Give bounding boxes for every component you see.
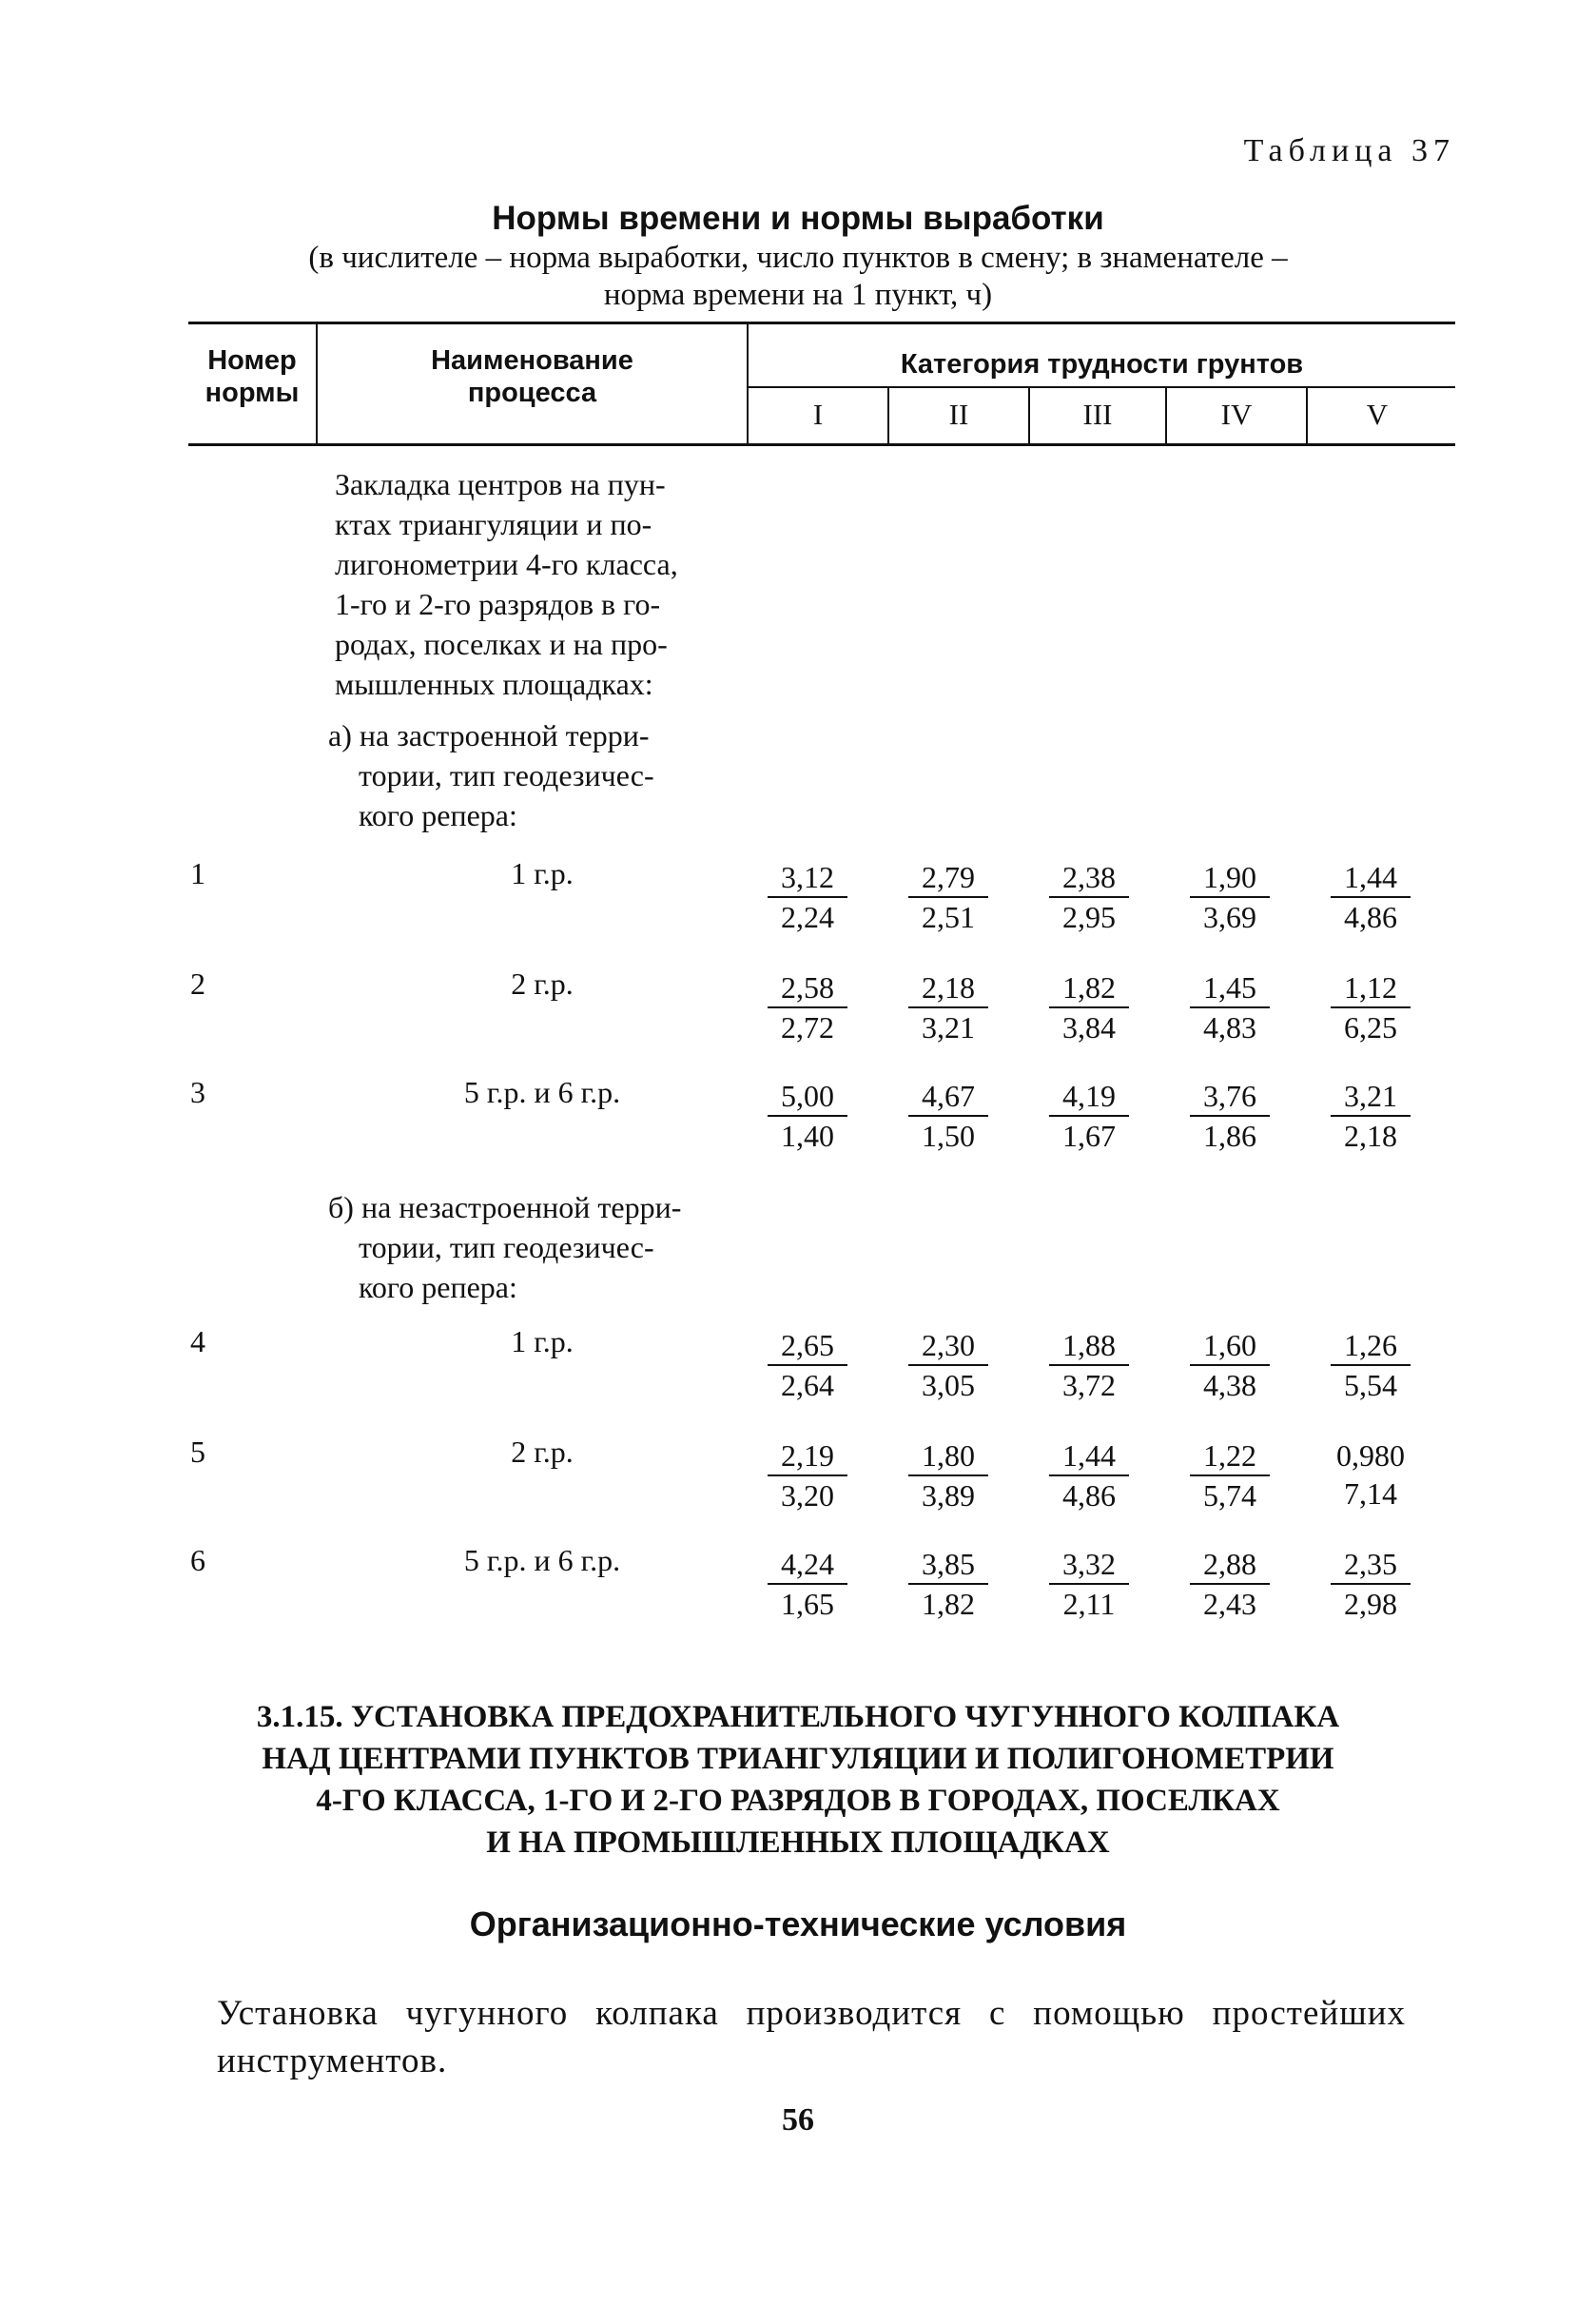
process-label: 1 г.р.: [511, 856, 574, 890]
value-cell: $\frac{1,12}{6,25}$: [1314, 968, 1428, 1046]
value-cell: $\frac{1,22}{5,74}$: [1173, 1436, 1287, 1514]
value-cell: $\frac{3,76}{1,86}$: [1173, 1077, 1287, 1155]
value-cell: $\frac{1,44}{4,86}$: [1032, 1436, 1146, 1514]
header-category: Категория трудности грунтов: [900, 349, 1304, 380]
header-process-name: Наименование процесса: [431, 345, 633, 408]
section-heading-line-2: НАД ЦЕНТРАМИ ПУНКТОВ ТРИАНГУЛЯЦИИ И ПОЛИГОНОМЕТРИИ: [262, 1742, 1334, 1776]
subheading: Организационно-технические условия: [469, 1904, 1127, 1943]
norm-number: 4: [190, 1324, 205, 1358]
roman-IV: IV: [1220, 398, 1253, 431]
value-cell: $\frac{2,30}{3,05}$: [891, 1326, 1005, 1404]
value-cell: $\frac{2,38}{2,95}$: [1032, 858, 1146, 936]
table-top-rule: [188, 322, 1455, 324]
value-cell: $\frac{2,65}{2,64}$: [750, 1326, 865, 1404]
table-subtitle-line-1: (в числителе – норма выработки, число пунктов в смену; в знаменателе –: [308, 241, 1288, 275]
value-cell: $\frac{4,67}{1,50}$: [891, 1077, 1005, 1155]
process-label: 2 г.р.: [511, 967, 574, 1001]
table-title: Нормы времени и нормы выработки: [492, 200, 1104, 237]
value-cell: $\frac{4,19}{1,67}$: [1032, 1077, 1146, 1155]
subsection-b-heading: б) на незастроенной терри- тории, тип геодезичес- кого репера:: [328, 1190, 682, 1304]
page-number: 56: [782, 2102, 814, 2138]
process-label: 2 г.р.: [511, 1435, 574, 1469]
value-cell: $\frac{2,18}{3,21}$: [891, 968, 1005, 1046]
value-cell: $\frac{1,82}{3,84}$: [1032, 968, 1146, 1046]
norm-number: 1: [190, 856, 205, 890]
value-cell: $\frac{3,85}{1,82}$: [891, 1545, 1005, 1623]
section-heading-line-1: 3.1.15. УСТАНОВКА ПРЕДОХРАНИТЕЛЬНОГО ЧУГУННОГО КОЛПАКА: [256, 1700, 1340, 1734]
value-cell: 0,980 7,14: [1336, 1438, 1405, 1511]
roman-II: II: [948, 398, 969, 431]
value-cell: $\frac{1,45}{4,83}$: [1173, 968, 1287, 1046]
process-description: Закладка центров на пун- ктах триангуляции и по- лигонометрии 4-го класса, 1-го и 2-го разрядов в го- родах, поселках и на про- мышленных площадках:: [335, 467, 678, 701]
category-rule: [747, 386, 1455, 388]
norm-number: 3: [190, 1075, 205, 1109]
value-cell: $\frac{1,80}{3,89}$: [891, 1436, 1005, 1514]
value-cell: $\frac{4,24}{1,65}$: [750, 1545, 865, 1623]
section-heading-line-4: И НА ПРОМЫШЛЕННЫХ ПЛОЩАДКАХ: [486, 1826, 1110, 1860]
value-cell: $\frac{1,44}{4,86}$: [1314, 858, 1428, 936]
value-cell: $\frac{3,12}{2,24}$: [750, 858, 865, 936]
value-cell: $\frac{3,21}{2,18}$: [1314, 1077, 1428, 1155]
norm-number: 6: [190, 1543, 205, 1577]
process-label: 5 г.р. и 6 г.р.: [463, 1543, 621, 1577]
value-cell: $\frac{1,88}{3,72}$: [1032, 1326, 1146, 1404]
process-label: 1 г.р.: [511, 1324, 574, 1358]
roman-I: I: [812, 398, 824, 431]
norm-number: 5: [190, 1435, 205, 1469]
value-cell: $\frac{2,35}{2,98}$: [1314, 1545, 1428, 1623]
process-label: 5 г.р. и 6 г.р.: [463, 1075, 621, 1109]
table-label: Таблица 37: [1243, 133, 1455, 168]
body-paragraph: Установка чугунного колпака производится с помощью простейших инструментов.: [217, 1994, 1406, 2080]
header-norm-number: Номер нормы: [204, 345, 300, 408]
value-cell: $\frac{3,32}{2,11}$: [1032, 1545, 1146, 1623]
value-cell: $\frac{2,19}{3,20}$: [750, 1436, 865, 1514]
value-cell: $\frac{1,26}{5,54}$: [1314, 1326, 1428, 1404]
subsection-a-heading: а) на застроенной терри- тории, тип геодезичес- кого репера:: [328, 718, 654, 832]
value-cell: $\frac{2,79}{2,51}$: [891, 858, 1005, 936]
roman-III: III: [1082, 398, 1113, 431]
value-cell: $\frac{2,88}{2,43}$: [1173, 1545, 1287, 1623]
header-bottom-rule: [188, 443, 1455, 446]
value-cell: $\frac{5,00}{1,40}$: [750, 1077, 865, 1155]
value-cell: $\frac{1,60}{4,38}$: [1173, 1326, 1287, 1404]
value-cell: $\frac{1,90}{3,69}$: [1173, 858, 1287, 936]
value-cell: $\frac{2,58}{2,72}$: [750, 968, 865, 1046]
norm-number: 2: [190, 967, 205, 1001]
table-subtitle-line-2: норма времени на 1 пункт, ч): [603, 278, 993, 312]
roman-V: V: [1366, 398, 1389, 431]
section-heading-line-3: 4-ГО КЛАССА, 1-ГО И 2-ГО РАЗРЯДОВ В ГОРОДАХ, ПОСЕЛКАХ: [316, 1784, 1280, 1818]
